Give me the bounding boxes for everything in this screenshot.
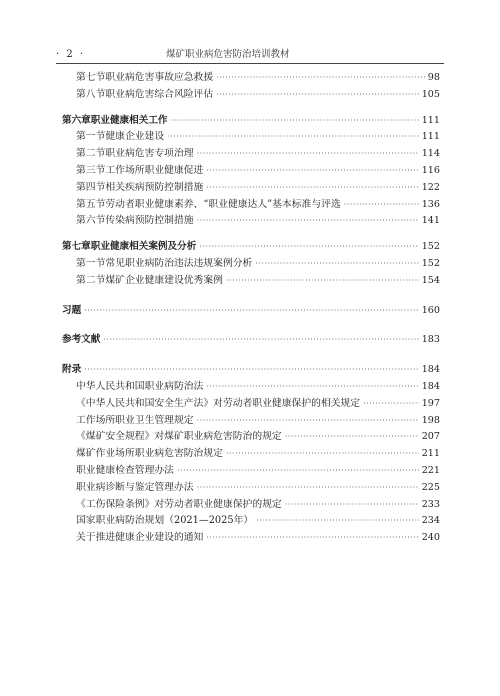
page-ref: 141	[421, 215, 440, 227]
dot-leader	[171, 113, 419, 130]
toc-appendix-item[interactable]	[62, 497, 440, 514]
appendix-item-title: 职业病诊断与鉴定管理办法	[76, 481, 194, 493]
references-title: 参考文献	[62, 334, 101, 346]
page-ref: 152	[421, 241, 440, 253]
page-ref: 98	[427, 72, 440, 83]
section-number: 第一节	[76, 131, 106, 143]
dot-leader	[103, 332, 418, 349]
section-title: 煤矿企业健康建设优秀案例	[105, 274, 223, 286]
toc-entry[interactable]	[62, 180, 440, 197]
dot-leader	[206, 530, 418, 547]
page-ref: 211	[421, 448, 440, 460]
toc-references[interactable]	[62, 332, 440, 349]
chapter-title: 职业健康相关案例及分析	[90, 241, 197, 253]
page-ref: 225	[421, 481, 440, 493]
section-title: 相关疾病预防控制措施	[105, 181, 204, 193]
dot-leader	[197, 213, 419, 230]
page-header	[56, 40, 444, 64]
toc-appendix-item[interactable]	[62, 530, 440, 547]
dot-leader	[285, 429, 419, 446]
toc-entry[interactable]	[62, 146, 440, 163]
page-ref: 184	[421, 364, 440, 376]
page-ref: 183	[421, 334, 440, 346]
page-ref: 160	[421, 304, 440, 316]
page-ref: 111	[421, 131, 440, 143]
toc-appendix-item[interactable]	[62, 446, 440, 463]
appendix-item-title: 《中华人民共和国安全生产法》对劳动者职业健康保护的相关规定	[76, 397, 361, 409]
toc-entry[interactable]	[62, 129, 440, 146]
appendix-item-title: 关于推进健康企业建设的通知	[76, 532, 204, 544]
dot-leader	[206, 379, 418, 396]
section-title: 劳动者职业健康素养、“职业健康达人”基本标准与评选	[105, 198, 341, 210]
dot-leader	[177, 463, 419, 480]
dot-leader	[199, 239, 418, 256]
dot-leader	[167, 129, 419, 146]
toc-chapter-6[interactable]	[62, 113, 440, 130]
page-ref: 207	[421, 431, 440, 443]
toc-entry[interactable]	[62, 87, 440, 104]
dot-leader	[363, 396, 419, 413]
section-number: 第七节	[76, 72, 106, 83]
toc-entry[interactable]	[62, 273, 440, 290]
toc-entry[interactable]	[62, 197, 440, 214]
toc-exercises[interactable]	[62, 303, 440, 320]
section-number: 第八节	[76, 88, 106, 100]
dot-leader	[285, 497, 419, 514]
section-title: 传染病预防控制措施	[105, 215, 194, 227]
section-title: 职业病危害事故应急救援	[105, 72, 214, 83]
appendix-item-title: 国家职业病防治规划（2021—2025年）	[76, 515, 254, 527]
chapter-number: 第六章	[62, 114, 91, 126]
toc-appendix[interactable]	[62, 362, 440, 379]
exercises-title: 习题	[62, 304, 82, 316]
section-title: 工作场所职业健康促进	[105, 164, 204, 176]
toc-appendix-item[interactable]	[62, 429, 440, 446]
table-of-contents	[62, 70, 440, 547]
section-number: 第六节	[76, 215, 106, 227]
dot-leader	[216, 87, 419, 104]
page-ref: 114	[421, 148, 440, 160]
toc-chapter-7[interactable]	[62, 239, 440, 256]
toc-appendix-item[interactable]	[62, 413, 440, 430]
page-number: · 2 ·	[56, 49, 86, 60]
appendix-title: 附录	[62, 364, 82, 376]
section-title: 职业病危害专项治理	[105, 148, 194, 160]
toc-entry[interactable]	[62, 256, 440, 273]
page-ref: 234	[421, 515, 440, 527]
page-ref: 197	[421, 397, 440, 409]
page-ref: 240	[421, 532, 440, 544]
dot-leader	[216, 70, 425, 87]
page-ref: 221	[421, 464, 440, 476]
dot-leader	[84, 362, 419, 379]
appendix-item-title: 《煤矿安全规程》对煤矿职业病危害防治的规定	[76, 431, 282, 443]
page-ref: 198	[421, 414, 440, 426]
dot-leader	[344, 197, 419, 214]
page-ref: 136	[421, 198, 440, 210]
toc-appendix-item[interactable]	[62, 513, 440, 530]
dot-leader	[255, 256, 418, 273]
section-number: 第三节	[76, 164, 106, 176]
section-number: 第四节	[76, 181, 106, 193]
toc-appendix-item[interactable]	[62, 379, 440, 396]
page-ref: 154	[421, 274, 440, 286]
page-ref: 116	[421, 164, 440, 176]
appendix-item-title: 煤矿作业场所职业病危害防治规定	[76, 448, 223, 460]
section-number: 第二节	[76, 148, 106, 160]
toc-appendix-item[interactable]	[62, 396, 440, 413]
section-number: 第五节	[76, 198, 106, 210]
section-title: 职业病危害综合风险评估	[105, 88, 214, 100]
toc-appendix-item[interactable]	[62, 463, 440, 480]
appendix-item-title: 职业健康检查管理办法	[76, 464, 174, 476]
section-title: 健康企业建设	[105, 131, 165, 143]
appendix-item-title: 工作场所职业卫生管理规定	[76, 414, 194, 426]
toc-entry[interactable]	[62, 163, 440, 180]
toc-entry[interactable]	[62, 213, 440, 230]
running-title: 煤矿职业病危害防治培训教材	[166, 49, 290, 60]
dot-leader	[256, 513, 418, 530]
chapter-title: 职业健康相关工作	[90, 114, 168, 126]
dot-leader	[226, 273, 419, 290]
page-ref: 233	[421, 498, 440, 510]
dot-leader	[206, 180, 418, 197]
page-ref: 111	[421, 114, 440, 126]
section-number: 第一节	[76, 257, 106, 269]
page-ref: 152	[421, 257, 440, 269]
dot-leader	[197, 413, 419, 430]
chapter-number: 第七章	[62, 241, 91, 253]
appendix-item-title: 中华人民共和国职业病防治法	[76, 380, 204, 392]
appendix-item-title: 《工伤保险条例》对劳动者职业健康保护的规定	[76, 498, 282, 510]
section-number: 第二节	[76, 274, 106, 286]
section-title: 常见职业病防治违法违规案例分析	[105, 257, 253, 269]
page-ref: 122	[421, 181, 440, 193]
page-ref: 184	[421, 380, 440, 392]
dot-leader	[206, 163, 418, 180]
page-ref: 105	[421, 88, 440, 100]
toc-appendix-item[interactable]	[62, 480, 440, 497]
dot-leader	[84, 303, 419, 320]
dot-leader	[197, 480, 419, 497]
dot-leader	[197, 146, 419, 163]
toc-entry[interactable]	[62, 70, 440, 87]
dot-leader	[226, 446, 419, 463]
